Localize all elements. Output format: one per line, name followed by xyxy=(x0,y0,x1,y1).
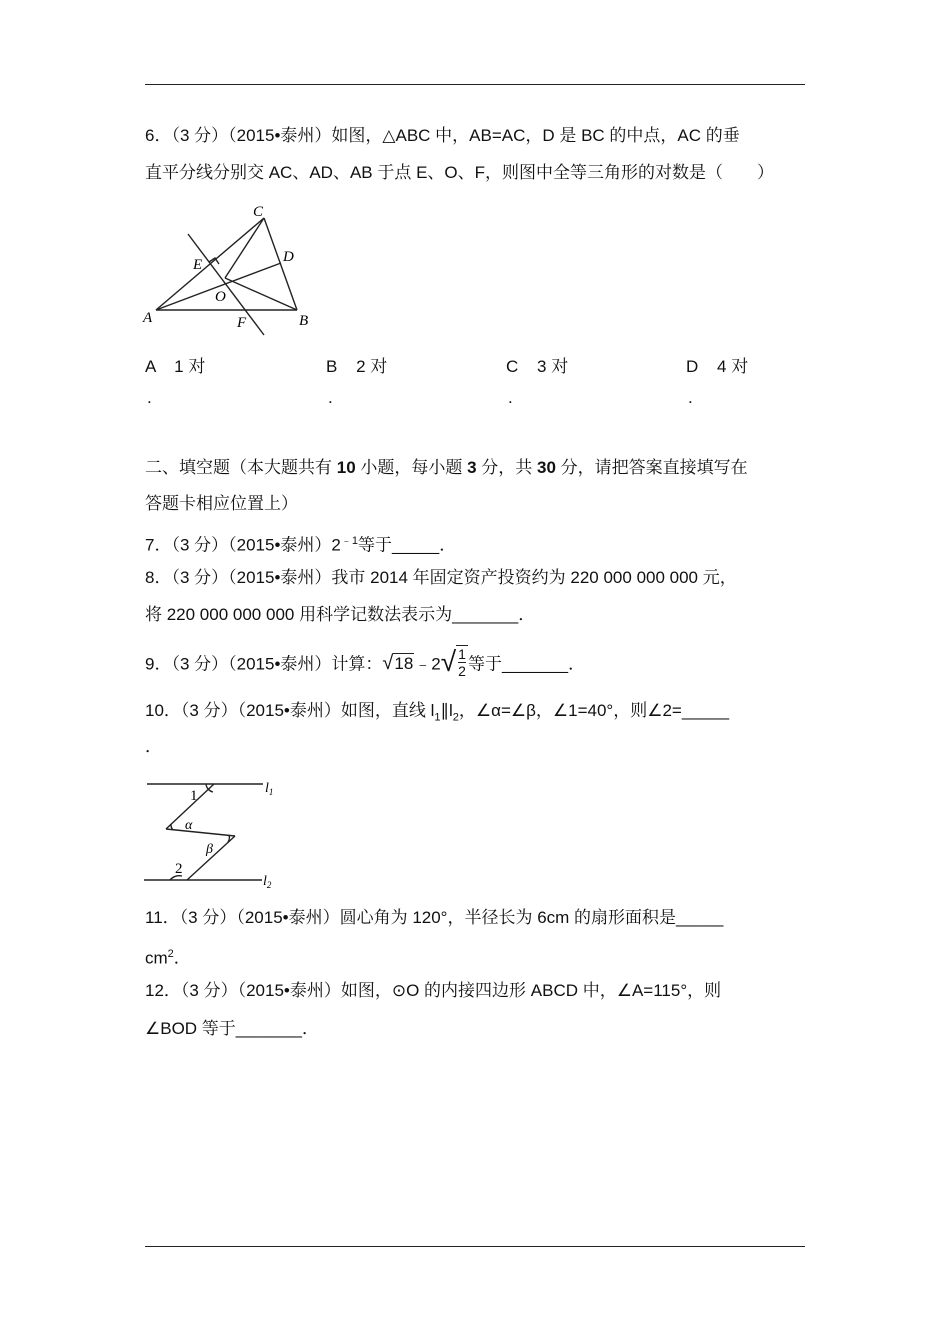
count-questions: 10 xyxy=(336,458,356,477)
q8-line1: 8．（3 分）（2015•泰州）我市 2014 年固定资产投资约为 220 000 000 000 元， xyxy=(145,568,737,587)
option-text: 4 对 xyxy=(717,357,749,376)
q6-option-a[interactable] xyxy=(145,356,205,378)
label-O: O xyxy=(215,289,226,305)
label-l1: $l_1$ xyxy=(265,781,274,797)
option-dot: . xyxy=(508,388,513,407)
option-dot: . xyxy=(147,388,152,407)
points-each: 3 xyxy=(467,458,477,477)
q12-line1: 12．（3 分）（2015•泰州）如图，⊙O 的内接四边形 ABCD 中，∠A=115°，则 xyxy=(145,981,722,1000)
q10-line2: ． xyxy=(145,737,162,756)
text: 分，请把答案直接填写在 xyxy=(555,458,748,477)
text: 小题，每小题 xyxy=(355,458,468,477)
label-l2: $l_2$ xyxy=(263,874,272,890)
denominator: 2 xyxy=(458,663,466,679)
label-B: B xyxy=(299,313,309,329)
q12-line2: ∠BOD 等于_______． xyxy=(145,1019,319,1038)
q6-option-c[interactable] xyxy=(506,356,568,378)
section2-heading-line1 xyxy=(145,456,748,480)
top-rule xyxy=(145,84,805,85)
text: 9．（3 分）（2015•泰州）计算： xyxy=(145,654,383,674)
label-D: D xyxy=(283,249,294,265)
option-text: 1 对 xyxy=(174,357,206,376)
sqrt-18: √18 xyxy=(382,651,414,674)
label-E: E xyxy=(193,257,203,273)
label-alpha: α xyxy=(185,818,193,833)
text: ∥l xyxy=(440,701,453,720)
text: 等于_______． xyxy=(467,654,586,674)
label-A: A xyxy=(143,310,153,326)
text: cm xyxy=(145,948,168,968)
label-1: 1 xyxy=(190,788,198,804)
q8-line2: 将 220 000 000 000 用科学记数法表示为_______． xyxy=(145,605,536,624)
option-dot: . xyxy=(688,388,693,407)
option-letter: A xyxy=(145,357,156,376)
q10-parallel-lines-figure xyxy=(140,772,290,890)
radicand: 18 xyxy=(394,653,414,673)
text: 等于_____． xyxy=(357,535,457,555)
section2-heading-line2: 答题卡相应位置上） xyxy=(145,494,298,513)
bottom-rule xyxy=(145,1246,805,1247)
text: 分，共 xyxy=(476,458,538,477)
exponent: ﹣1 xyxy=(340,535,358,547)
text: ． xyxy=(173,948,191,968)
q6-line1: 6．（3 分）（2015•泰州）如图，△ABC 中，AB=AC，D 是 BC 的中点，AC 的垂 xyxy=(145,126,740,145)
option-letter: D xyxy=(686,357,699,376)
points-total: 30 xyxy=(537,458,556,477)
text: ﹣2 xyxy=(414,654,441,674)
option-letter: C xyxy=(506,357,519,376)
option-text: 2 对 xyxy=(356,357,388,376)
text: 二、填空题（本大题共有 xyxy=(145,458,337,477)
label-2: 2 xyxy=(175,861,183,877)
q9 xyxy=(145,648,585,682)
q11-line1: 11．（3 分）（2015•泰州）圆心角为 120°，半径长为 6cm 的扇形面积是_____ xyxy=(145,908,724,927)
option-text: 3 对 xyxy=(537,357,569,376)
q6-option-d[interactable] xyxy=(686,356,748,378)
text: 7．（3 分）（2015•泰州）2 xyxy=(145,535,341,555)
subscript: 2 xyxy=(452,711,459,724)
numerator: 1 xyxy=(458,646,466,662)
label-C: C xyxy=(253,204,264,220)
superscript: 2 xyxy=(167,948,174,960)
option-dot: . xyxy=(328,388,333,407)
q7 xyxy=(145,529,456,558)
q6-option-b[interactable] xyxy=(326,356,387,378)
sqrt-half: √ $\frac{1}{2}$ xyxy=(440,646,466,679)
label-F: F xyxy=(237,315,247,331)
label-beta: β xyxy=(206,842,213,857)
q6-line2: 直平分线分别交 AC、AD、AB 于点 E、O、F，则图中全等三角形的对数是（ ） xyxy=(145,163,775,182)
text: ，∠α=∠β，∠1=40°，则∠2=_____ xyxy=(458,701,730,720)
option-letter: B xyxy=(326,357,338,376)
q11-line2 xyxy=(145,942,191,971)
subscript: 1 xyxy=(434,711,441,724)
q10-line1 xyxy=(145,699,729,729)
text: 10．（3 分）（2015•泰州）如图，直线 l xyxy=(145,701,435,720)
q6-triangle-figure xyxy=(140,200,320,340)
